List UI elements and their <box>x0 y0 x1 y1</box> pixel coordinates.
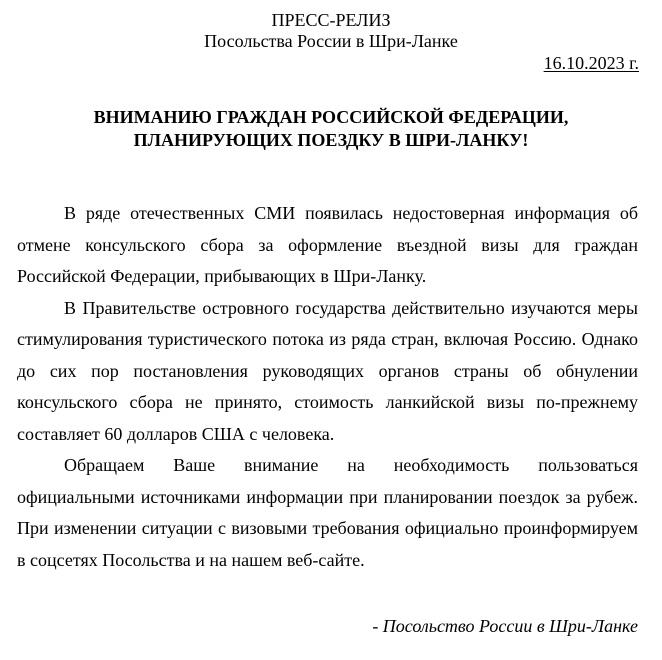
headline <box>0 106 662 152</box>
document-header <box>0 10 662 52</box>
body-text <box>17 198 638 576</box>
release-date: 16.10.2023 г. <box>543 53 639 73</box>
paragraph-2: В Правительстве островного государства действительно изучаются меры стимулирования туристического потока из ряда стран, включая Россию. Однако до сих пор постановления руководящих органов страны об обнулении консульского сбора не принято, стоимость ланкийской визы по-прежнему составляет 60 долларов США с человека. <box>17 297 638 444</box>
paragraph-3: Обращаем Ваше внимание на необходимость пользоваться официальными источниками информации при планировании поездок за рубеж. При изменении ситуации с визовыми требования официально проинформируем в соцсетях Посольства и на нашем веб-сайте. <box>17 455 638 570</box>
headline-line-1: ВНИМАНИЮ ГРАЖДАН РОССИЙСКОЙ ФЕДЕРАЦИИ, <box>93 107 569 127</box>
header-subtitle: Посольства России в Шри-Ланке <box>204 31 458 51</box>
headline-line-2: ПЛАНИРУЮЩИХ ПОЕЗДКУ В ШРИ-ЛАНКУ! <box>133 130 529 150</box>
signature: - Посольство России в Шри-Ланке <box>372 616 638 636</box>
header-title: ПРЕСС-РЕЛИЗ <box>271 10 391 30</box>
paragraph-1: В ряде отечественных СМИ появилась недостоверная информация об отмене консульского сбора за оформление въездной визы для граждан Российской Федерации, прибывающих в Шри-Ланку. <box>17 203 638 286</box>
